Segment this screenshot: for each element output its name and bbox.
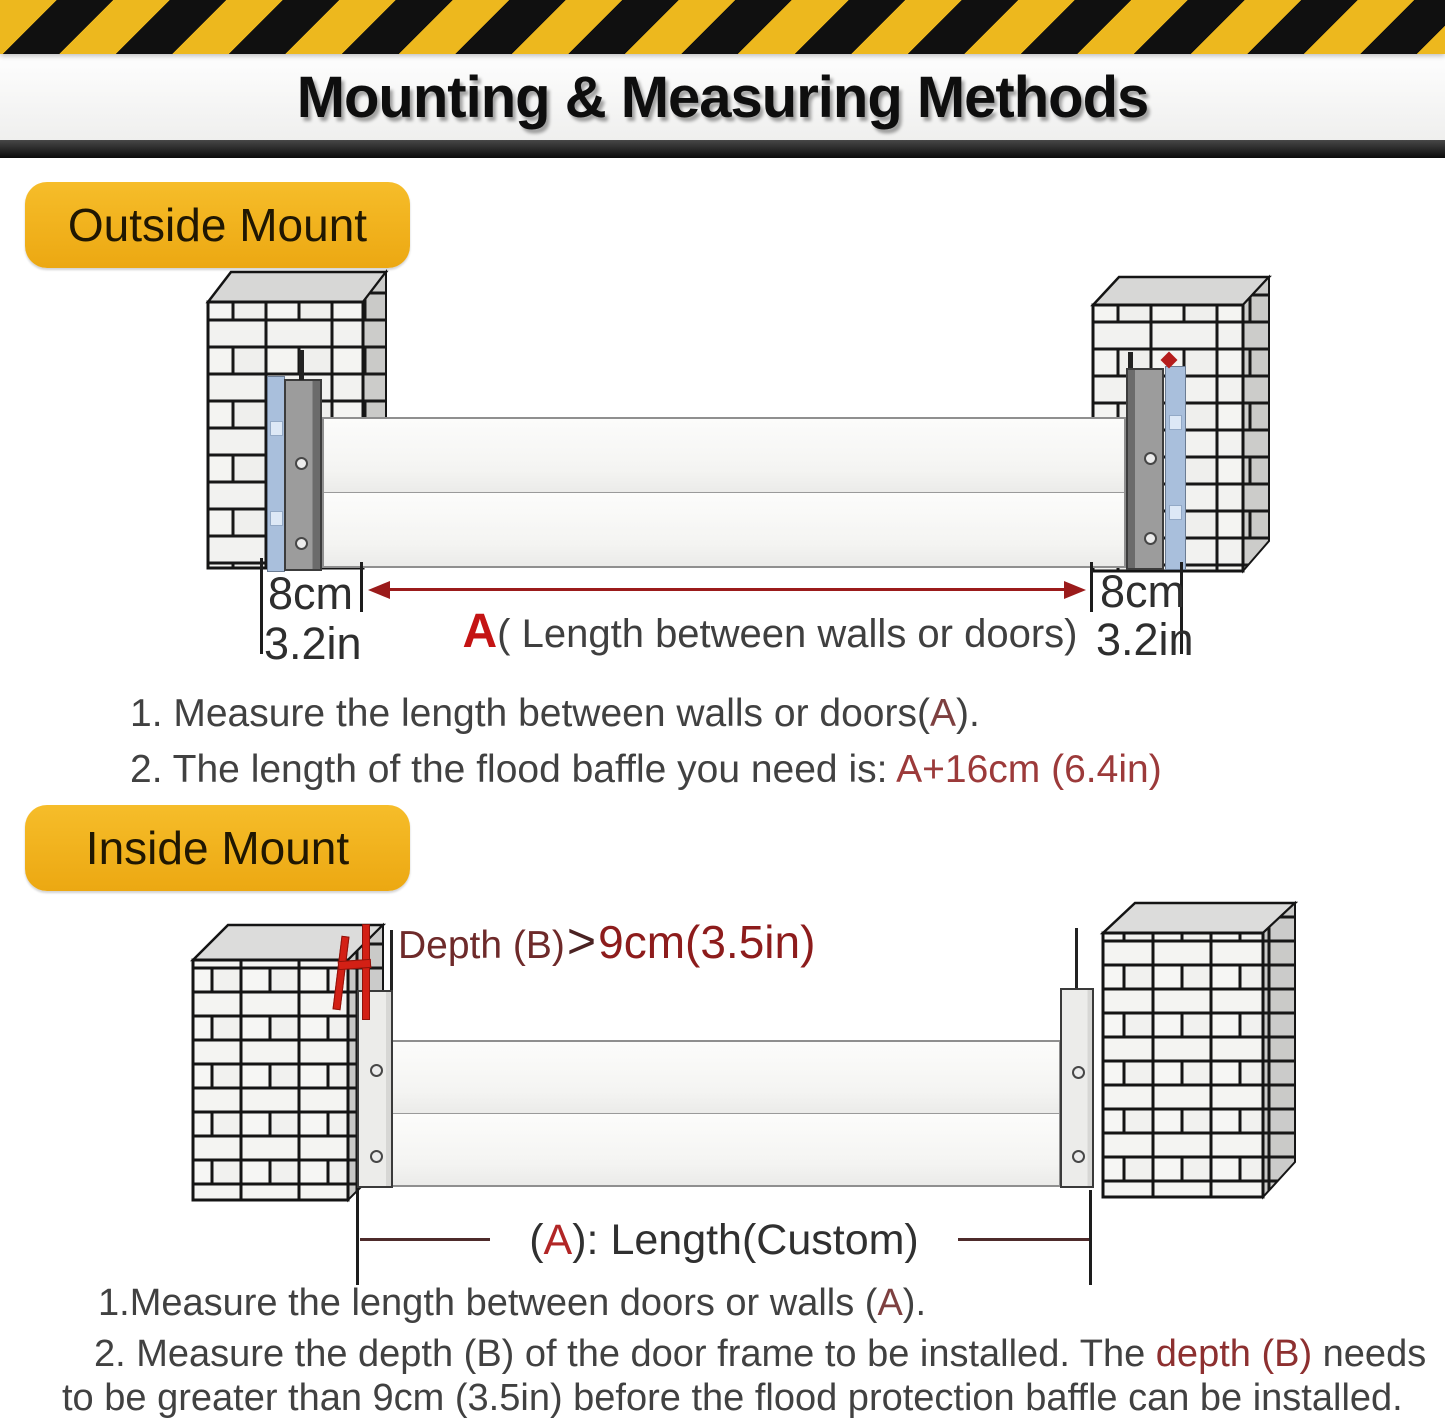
- inside-mount-badge: [25, 805, 410, 891]
- outside-left-rail: [284, 379, 322, 571]
- dim-tick: [260, 558, 263, 654]
- length-arrow: [368, 580, 1086, 600]
- inside-mount-badge-label: Inside Mount: [85, 822, 350, 874]
- right-gap-inch: 3.2in: [1096, 614, 1194, 665]
- left-gap-cm: 8cm: [268, 568, 354, 619]
- seal-mark-icon: [270, 511, 283, 526]
- length-open: (: [529, 1216, 544, 1264]
- page-title: Mounting & Measuring Methods: [296, 64, 1149, 130]
- barrier-board-top: [324, 419, 1124, 493]
- title-band: [0, 54, 1445, 140]
- right-gap-cm: 8cm: [1100, 566, 1186, 617]
- inside-right-pillar: [1095, 893, 1305, 1205]
- outside-left-pin: [299, 350, 304, 380]
- outside-step-2: [130, 748, 1162, 792]
- outside-right-rail: [1126, 368, 1164, 570]
- inside-right-pin: [1075, 928, 1078, 988]
- barrier-board-bottom: [393, 1114, 1059, 1186]
- outside-right-pin: [1128, 352, 1133, 368]
- dim-tick: [1089, 1190, 1092, 1285]
- inside-step-1: [98, 1282, 926, 1325]
- step-text: ).: [902, 1282, 927, 1324]
- depth-bracket-icon: [362, 924, 370, 1020]
- dim-tick: [360, 562, 363, 612]
- step-text: needs to be greater than 9cm (3.5in) before the flood protection baffle can be installed.: [62, 1333, 1427, 1419]
- outside-flood-barrier: [322, 417, 1126, 568]
- outside-mount-badge: [25, 182, 410, 268]
- inside-right-rail: [1060, 988, 1094, 1188]
- outside-mount-badge-label: Outside Mount: [67, 199, 368, 251]
- screw-icon: [370, 1150, 383, 1163]
- step-text: 2. The length of the flood baffle you need is:: [130, 748, 897, 791]
- length-span-rest: ( Length between walls or doors): [497, 612, 1078, 656]
- screw-icon: [295, 457, 308, 470]
- outside-step-1: [130, 692, 980, 736]
- seal-mark-icon: [1169, 415, 1182, 430]
- left-gap-inch: 3.2in: [264, 618, 362, 669]
- depth-value: 9cm(3.5in): [598, 916, 816, 968]
- step-accent: A+16cm (6.4in): [896, 748, 1162, 791]
- custom-length-label: [490, 1216, 958, 1265]
- length-span-label: [430, 604, 1110, 659]
- caution-stripes-icon: [0, 0, 1445, 54]
- step-text: ).: [955, 692, 980, 735]
- inside-step-2: [62, 1332, 1437, 1420]
- step-text: 1.Measure the length between doors or walls (: [98, 1282, 878, 1324]
- screw-icon: [1144, 532, 1157, 545]
- header-divider: [0, 140, 1445, 158]
- step-text: 2. Measure the depth (B) of the door frame to be installed. The: [94, 1333, 1156, 1375]
- step-accent: A: [877, 1282, 903, 1324]
- arrow-line: [386, 588, 1068, 591]
- barrier-board-top: [393, 1042, 1059, 1114]
- greater-than-sign: >: [566, 913, 597, 969]
- step-accent: depth (B): [1155, 1333, 1313, 1375]
- outside-right-seal: [1165, 366, 1186, 570]
- length-a: A: [543, 1216, 573, 1264]
- inside-flood-barrier: [391, 1040, 1061, 1187]
- screw-icon: [1144, 452, 1157, 465]
- length-span-a: A: [462, 605, 498, 658]
- screw-icon: [1072, 1150, 1085, 1163]
- dim-segment: [958, 1238, 1089, 1241]
- depth-lead: Depth (B): [398, 924, 565, 967]
- depth-label: [398, 912, 815, 970]
- dim-segment: [360, 1238, 490, 1241]
- screw-icon: [370, 1064, 383, 1077]
- barrier-board-bottom: [324, 493, 1124, 567]
- length-rest: ): Length(Custom): [572, 1216, 919, 1264]
- outside-left-seal: [267, 376, 285, 572]
- dim-tick: [356, 1190, 359, 1285]
- step-text: 1. Measure the length between walls or doors(: [130, 692, 930, 735]
- screw-icon: [1072, 1066, 1085, 1079]
- seal-mark-icon: [1169, 505, 1182, 520]
- seal-mark-icon: [270, 421, 283, 436]
- inside-left-pin: [390, 930, 393, 990]
- screw-icon: [295, 537, 308, 550]
- step-accent: A: [929, 692, 956, 735]
